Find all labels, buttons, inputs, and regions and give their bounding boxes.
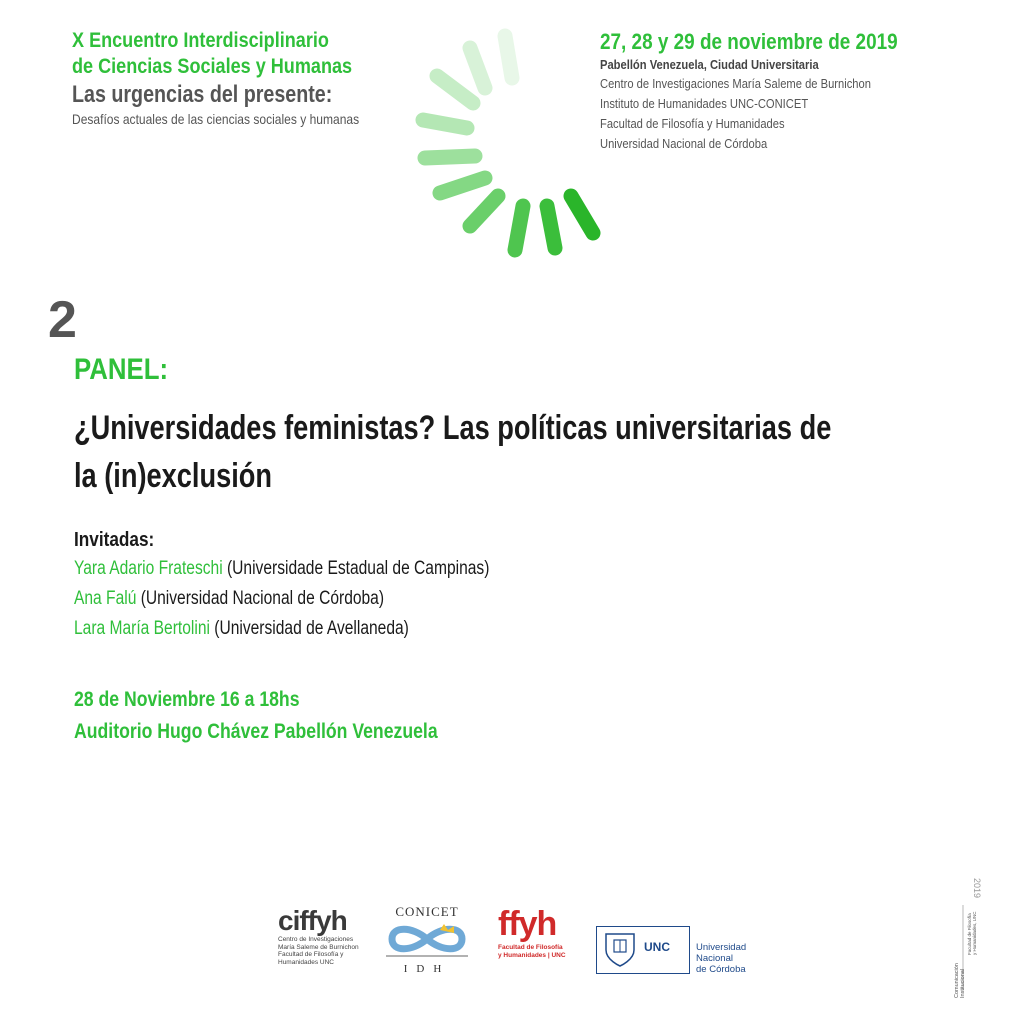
event-name-line1: X Encuentro Interdisciplinario (72, 29, 329, 52)
panel-number: 2 (48, 291, 77, 349)
spinner-bar (505, 36, 512, 78)
unc-fullname: Universidad Nacional de Córdoba (696, 942, 747, 975)
event-info (74, 684, 507, 748)
institution: Centro de Investigaciones María Saleme de Burnichon (600, 76, 871, 91)
event-details (600, 28, 1000, 154)
unc-shield-icon (602, 930, 638, 968)
panel-title-line2: la (in)exclusión (74, 457, 272, 495)
event-where: Auditorio Hugo Chávez Pabellón Venezuela (74, 720, 438, 743)
event-subtitle: Desafíos actuales de las ciencias sociales y humanas (72, 111, 360, 127)
panel-title (74, 404, 974, 500)
spinner-bar (470, 196, 498, 226)
guest-name: Lara María Bertolini (74, 618, 210, 639)
event-header (72, 28, 372, 128)
ciffyh-logo (278, 906, 360, 966)
ciffyh-wordmark: ciffyh (278, 905, 347, 936)
institution: Universidad Nacional de Córdoba (600, 136, 768, 151)
guest-name: Ana Falú (74, 588, 137, 609)
guest-affiliation: (Universidad de Avellaneda) (214, 618, 409, 639)
guest-row (74, 614, 974, 644)
guest-name: Yara Adario Frateschi (74, 558, 223, 579)
unc-abbr: UNC (644, 940, 670, 954)
spinner-bar (423, 120, 467, 128)
panel-title-line1: ¿Universidades feministas? Las políticas universitarias de (74, 409, 832, 447)
ffyh-wordmark: ffyh (498, 905, 557, 943)
idh-label: IDH (403, 963, 451, 975)
spinner-bar (547, 206, 555, 248)
institution: Facultad de Filosofía y Humanidades (600, 116, 785, 131)
spinner-bar (437, 76, 473, 103)
event-name-line2: de Ciencias Sociales y Humanas (72, 55, 353, 78)
credit-line4: y Humanidades, UNC (972, 911, 977, 955)
guest-row (74, 554, 974, 584)
credit-line3: Facultad de Filosofía (967, 913, 972, 955)
event-theme: Las urgencias del presente: (72, 81, 333, 108)
event-when: 28 de Noviembre 16 a 18hs (74, 688, 300, 711)
infinity-icon (382, 920, 472, 958)
panel-label: PANEL: (74, 353, 169, 386)
spinner-bar (515, 206, 523, 250)
spinner-bar (425, 156, 475, 158)
event-dates: 27, 28 y 29 de noviembre de 2019 (600, 29, 898, 54)
credit-year: 2019 (972, 878, 982, 899)
ffyh-subtitle: Facultad de Filosofía y Humanidades | UNC (498, 944, 566, 959)
guest-affiliation: (Universidad Nacional de Córdoba) (140, 588, 385, 609)
unc-logo (596, 926, 746, 974)
ciffyh-subtitle: Centro de Investigaciones María Saleme de Burnichon Facultad de Filosofía y Humanidades UNC (278, 936, 359, 966)
institutional-credit (948, 870, 988, 1000)
spinner-bar (470, 48, 485, 88)
guest-row (74, 584, 974, 614)
conicet-label: CONICET (395, 904, 459, 919)
guest-affiliation: (Universidade Estadual de Campinas) (226, 558, 490, 579)
credit-line1: Comunicación (954, 963, 960, 998)
event-venue: Pabellón Venezuela, Ciudad Universitaria (600, 57, 819, 72)
spinner-logo (395, 18, 615, 268)
credit-line2: Institucional (960, 968, 966, 998)
spinner-bar (571, 196, 593, 233)
conicet-idh-logo (382, 904, 472, 975)
institution: Instituto de Humanidades UNC-CONICET (600, 96, 809, 111)
guests-label: Invitadas: (74, 529, 155, 551)
spinner-bar (440, 178, 485, 193)
ffyh-logo (498, 904, 570, 960)
guests-section (74, 526, 974, 644)
